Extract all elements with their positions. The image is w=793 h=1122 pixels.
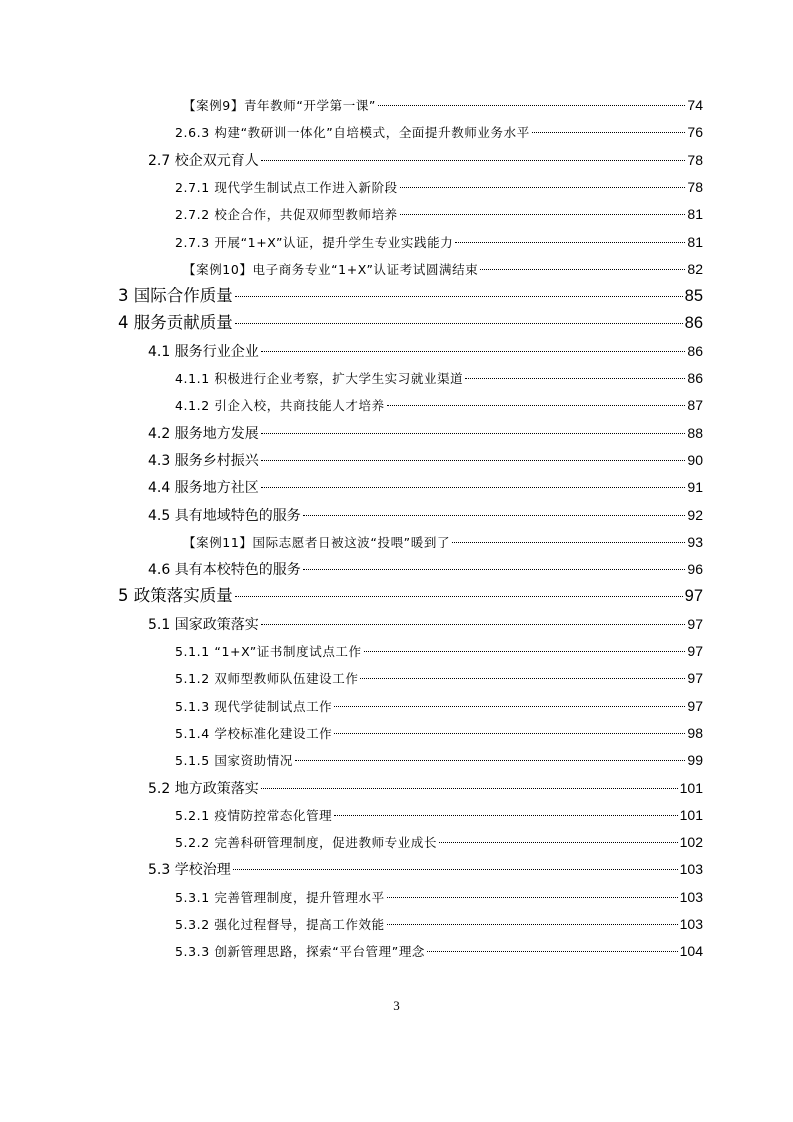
toc-entry[interactable] (148, 338, 703, 364)
dot-leader (364, 651, 686, 652)
toc-entry-page: 86 (684, 314, 703, 333)
dot-leader (387, 405, 686, 406)
dot-leader (295, 760, 685, 761)
toc-entry-title: 2.7 校企双元育人 (148, 152, 259, 169)
toc-entry-title: 5.3.2 强化过程督导，提高工作效能 (175, 917, 385, 932)
toc-entry[interactable] (183, 92, 703, 118)
dot-leader (427, 951, 678, 952)
toc-entry[interactable] (175, 174, 703, 200)
toc-entry-page: 101 (679, 779, 703, 796)
dot-leader (261, 351, 686, 352)
toc-entry-page: 78 (687, 151, 703, 168)
toc-entry[interactable] (175, 229, 703, 255)
dot-leader (233, 869, 678, 870)
dot-leader (455, 242, 685, 243)
toc-entry-page: 91 (687, 479, 703, 496)
dot-leader (261, 433, 686, 434)
toc-entry-page: 88 (687, 424, 703, 441)
toc-entry[interactable] (175, 392, 703, 418)
toc-entry-title: 5.1.5 国家资助情况 (175, 753, 293, 769)
toc-entry[interactable] (175, 665, 703, 691)
toc-entry-page: 85 (684, 287, 703, 306)
dot-leader (439, 842, 678, 843)
toc-entry-page: 92 (687, 506, 703, 523)
toc-entry-page: 97 (687, 643, 703, 659)
toc-entry-page: 76 (687, 124, 703, 141)
toc-entry-page: 103 (679, 888, 703, 905)
toc-entry[interactable] (175, 802, 703, 828)
toc-entry-title: 【案例10】电子商务专业“1+X”认证考试圆满结束 (183, 261, 479, 277)
toc-entry[interactable] (175, 720, 703, 746)
toc-entry-title: 2.7.2 校企合作，共促双师型教师培养 (175, 207, 398, 223)
toc-entry-page: 90 (687, 451, 703, 468)
toc-entry-page: 82 (687, 260, 703, 277)
toc-entry[interactable] (148, 147, 703, 173)
toc-entry-title: 4.1.1 积极进行企业考察，扩大学生实习就业渠道 (175, 371, 464, 386)
dot-leader (235, 296, 683, 297)
toc-entry[interactable] (148, 775, 703, 801)
toc-entry[interactable] (148, 856, 703, 882)
toc-entry-page: 104 (679, 943, 703, 960)
dot-leader (261, 788, 678, 789)
toc-entry[interactable] (175, 938, 703, 964)
toc-entry-title: 4.5 具有地域特色的服务 (148, 507, 301, 524)
toc-entry-page: 98 (687, 724, 703, 741)
page-number: 3 (393, 998, 400, 1013)
toc-entry[interactable] (175, 638, 703, 664)
toc-entry[interactable] (175, 829, 703, 855)
toc-entry-page: 74 (687, 97, 703, 113)
toc-entry[interactable] (148, 611, 703, 637)
toc-entry-title: 5.2.1 疫情防控常态化管理 (175, 807, 333, 823)
toc-entry[interactable] (175, 747, 703, 773)
toc-entry-page: 78 (687, 178, 703, 195)
toc-entry-page: 96 (687, 561, 703, 578)
dot-leader (334, 706, 685, 707)
toc-entry-title: 5.1 国家政策落实 (148, 616, 259, 633)
toc-entry-page: 102 (679, 834, 703, 851)
dot-leader (480, 269, 685, 270)
dot-leader (261, 487, 686, 488)
toc-entry-title: 2.7.1 现代学生制试点工作进入新阶段 (175, 179, 398, 195)
toc-entry-page: 86 (687, 370, 703, 386)
toc-entry[interactable] (148, 420, 703, 446)
dot-leader (235, 323, 683, 324)
toc-entry[interactable] (118, 283, 703, 309)
toc-entry-title: 5.1.2 双师型教师队伍建设工作 (175, 671, 359, 687)
toc-entry-page: 103 (679, 861, 703, 878)
toc-entry-page: 101 (679, 806, 703, 823)
dot-leader (378, 105, 685, 106)
toc-entry-title: 5.3 学校治理 (148, 862, 231, 879)
toc-entry-title: 2.7.3 开展“1+X”认证，提升学生专业实践能力 (175, 234, 454, 250)
toc-entry-title: 4.1.2 引企入校，共商技能人才培养 (175, 398, 385, 414)
toc-entry-title: 5.2 地方政策落实 (148, 780, 259, 797)
toc-entry-page: 81 (687, 233, 703, 250)
toc-entry-title: 4.4 服务地方社区 (148, 480, 259, 497)
dot-leader (303, 569, 686, 570)
dot-leader (334, 815, 677, 816)
dot-leader (235, 596, 683, 597)
toc-entry-title: 4 服务贡献质量 (118, 313, 233, 333)
toc-entry-title: 5.3.1 完善管理制度，提升管理水平 (175, 889, 385, 905)
dot-leader (387, 924, 678, 925)
toc-entry-title: 4.6 具有本校特色的服务 (148, 562, 301, 579)
toc-entry[interactable] (175, 119, 703, 145)
dot-leader (452, 542, 685, 543)
toc-entry[interactable] (118, 583, 703, 609)
toc-entry[interactable] (183, 529, 703, 555)
toc-entry-title: 5.1.4 学校标准化建设工作 (175, 725, 333, 741)
dot-leader (303, 515, 686, 516)
toc-entry-title: 4.2 服务地方发展 (148, 425, 259, 442)
toc-entry-title: 3 国际合作质量 (118, 286, 233, 306)
dot-leader (387, 897, 678, 898)
toc-entry-page: 86 (687, 342, 703, 359)
toc-entry-page: 87 (687, 397, 703, 414)
toc-entry[interactable] (183, 256, 703, 282)
dot-leader (465, 378, 685, 379)
toc-entry-page: 97 (687, 615, 703, 632)
toc-entry[interactable] (175, 693, 703, 719)
toc-entry-page: 99 (687, 752, 703, 769)
toc-entry[interactable] (118, 310, 703, 336)
toc-entry-title: 5.2.2 完善科研管理制度，促进教师专业成长 (175, 835, 438, 851)
toc-entry-title: 4.3 服务乡村振兴 (148, 452, 259, 469)
dot-leader (261, 624, 686, 625)
toc-entry-page: 97 (684, 587, 703, 606)
toc-entry-page: 93 (687, 533, 703, 550)
toc-entry[interactable] (148, 502, 703, 528)
toc-entry-title: 2.6.3 构建“教研训一体化”自培模式，全面提升教师业务水平 (175, 125, 530, 141)
toc-entry[interactable] (175, 884, 703, 910)
toc-entry-page: 97 (687, 670, 703, 687)
dot-leader (261, 460, 686, 461)
toc-entry-title: 5.1.3 现代学徒制试点工作 (175, 698, 333, 714)
toc-entry[interactable] (148, 447, 703, 473)
toc-entry-title: 4.1 服务行业企业 (148, 343, 259, 360)
toc-entry[interactable] (175, 365, 703, 391)
toc-entry[interactable] (175, 911, 703, 937)
dot-leader (261, 160, 686, 161)
dot-leader (400, 187, 686, 188)
dot-leader (334, 733, 685, 734)
toc-entry[interactable] (175, 201, 703, 227)
toc-entry[interactable] (148, 556, 703, 582)
toc-entry-title: 5 政策落实质量 (118, 586, 233, 606)
toc-entry-page: 81 (687, 206, 703, 223)
toc-entry-title: 5.3.3 创新管理思路，探索“平台管理”理念 (175, 944, 426, 960)
toc-entry-page: 97 (687, 697, 703, 714)
dot-leader (360, 678, 685, 679)
toc-entry-title: 5.1.1 “1+X”证书制度试点工作 (175, 644, 362, 659)
toc-entry-title: 【案例9】青年教师“开学第一课” (183, 98, 377, 113)
toc-entry-title: 【案例11】国际志愿者日被这波“投喂”暖到了 (183, 534, 451, 550)
dot-leader (400, 214, 686, 215)
toc-entry[interactable] (148, 474, 703, 500)
toc-entry-page: 103 (679, 916, 703, 932)
dot-leader (532, 132, 686, 133)
